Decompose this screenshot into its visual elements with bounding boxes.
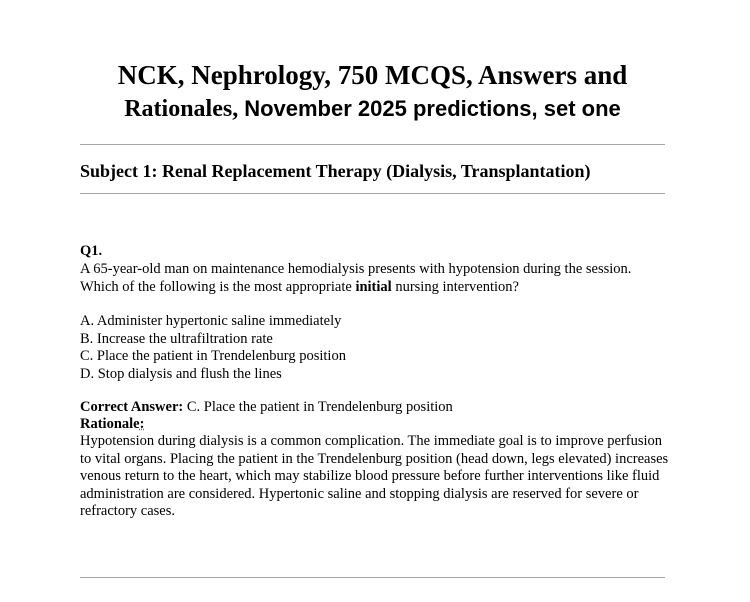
question-stem-part-1: A 65-year-old man on maintenance hemodialysis presents with hypotension during the session. Which of the following is the most appropriate (80, 261, 632, 295)
rationale-label (80, 416, 144, 434)
title-line-2-sans: November 2025 predictions, set one (244, 96, 621, 121)
correct-answer (80, 399, 453, 417)
option-d: D. Stop dialysis and flush the lines (80, 365, 282, 382)
subject-heading: Subject 1: Renal Replacement Therapy (Dialysis, Transplantation) (80, 161, 591, 181)
rationale-label-text: Rationale (80, 416, 140, 432)
option-c: C. Place the patient in Trendelenburg position (80, 348, 346, 364)
option-b: B. Increase the ultrafiltration rate (80, 330, 273, 347)
option-a: A. Administer hypertonic saline immediately (80, 313, 342, 329)
document-title (80, 58, 665, 126)
correct-answer-label: Correct Answer: (80, 399, 184, 415)
rationale-text: Hypotension during dialysis is a common complication. The immediate goal is to improve perfusion to vital organs. Placing the patient in the Trendelenburg position (head down, legs elevated) increases venous return to the heart, which may stabilize blood pressure before further interventions like fluid administration are considered. Hypertonic saline and stopping dialysis are reserved for severe or refractory cases. (80, 433, 669, 519)
divider-top (80, 144, 665, 145)
question-stem-part-2: nursing intervention? (391, 278, 519, 295)
title-line-1: NCK, Nephrology, 750 MCQS, Answers and (117, 60, 628, 90)
divider-subject (80, 193, 665, 194)
title-line-2 (80, 92, 665, 126)
correct-answer-text: C. Place the patient in Trendelenburg position (183, 399, 453, 415)
answer-options (80, 313, 346, 383)
rationale-label-colon: : (139, 416, 145, 432)
title-line-2-serif: Rationales, (124, 96, 245, 122)
question-stem-emphasis: initial (355, 278, 392, 295)
divider-bottom (80, 577, 665, 578)
question-stem (80, 261, 670, 296)
question-label: Q1. (80, 243, 103, 259)
